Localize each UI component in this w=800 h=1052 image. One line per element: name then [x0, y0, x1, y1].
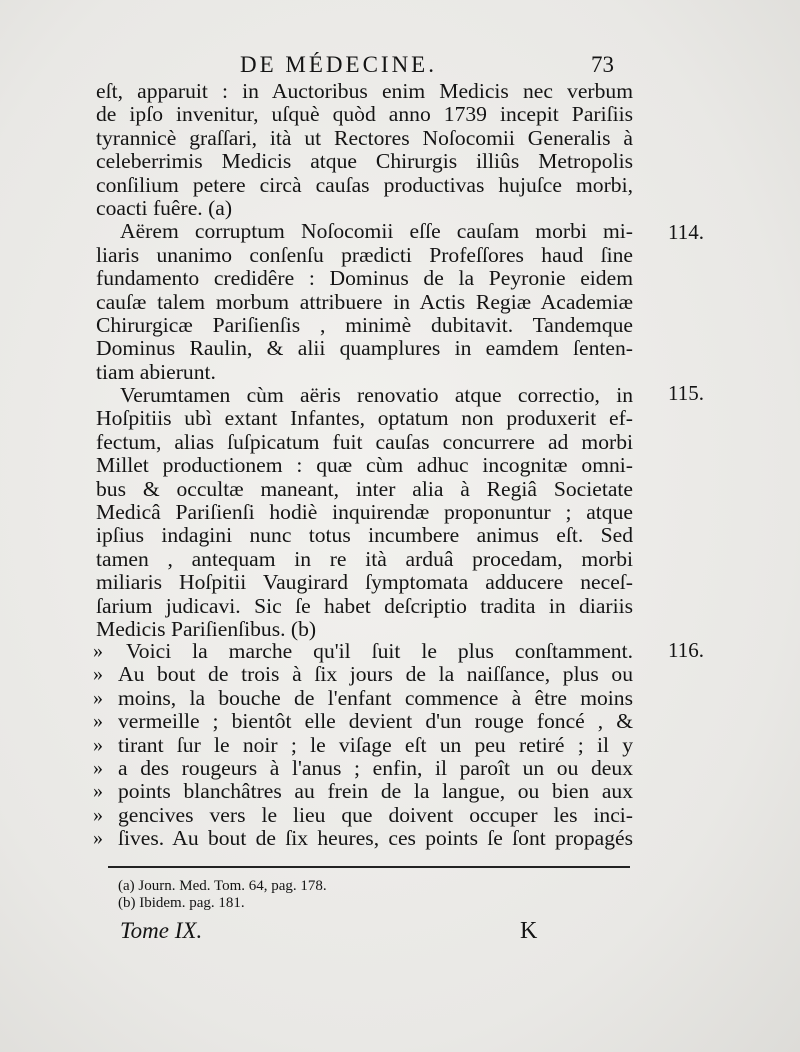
text-line: fundamento credidêre : Dominus de la Peyronie eidem: [96, 266, 633, 291]
text-line: tyrannicè graſſari, ità ut Rectores Noſocomii Generalis à: [96, 125, 633, 150]
text-line: de ipſo invenitur, uſquè quòd anno 1739 incepit Pariſiis: [96, 102, 633, 127]
text-line: Aërem corruptum Noſocomii eſſe cauſam morbi mi-: [120, 219, 633, 244]
text-line: conſilium petere circà cauſas productivas hujuſce morbi,: [96, 172, 633, 197]
text-line: vermeille ; bientôt elle devient d'un rouge foncé , &: [118, 709, 633, 734]
page-number: 73: [591, 52, 614, 77]
text-line: Medicis Pariſienſibus. (b): [96, 616, 317, 641]
main-text: [96, 80, 633, 641]
footnotes: [118, 878, 618, 912]
quotation-mark: »: [93, 780, 103, 803]
footnote-rule: [108, 866, 630, 868]
text-line: ſives. Au bout de ſix heures, ces points ſe ſont propagés: [118, 826, 633, 851]
margin-number: 114.: [668, 220, 704, 244]
text-line: Voici la marche qu'il ſuit le plus conſtamment.: [126, 639, 633, 663]
margin-number: 115.: [668, 381, 704, 405]
text-line: Verumtamen cùm aëris renovatio atque correctio, in: [120, 383, 633, 408]
margin-number: 116.: [668, 638, 704, 662]
text-line: points blanchâtres au frein de la langue, ou bien aux: [118, 779, 633, 804]
text-line: coacti fuêre. (a): [96, 195, 233, 220]
text-line: Hoſpitiis ubì extant Infantes, optatum non produxerit ef-: [96, 406, 633, 431]
text-line: Millet productionem : quæ cùm adhuc incognitæ omni-: [96, 453, 633, 478]
quotation-mark: »: [93, 733, 103, 756]
text-line: tirant ſur le noir ; le viſage eſt un peu retiré ; il y: [118, 732, 633, 757]
quotation-marks-column: [93, 640, 113, 851]
text-line: moins, la bouche de l'enfant commence à être moins: [118, 685, 633, 710]
text-line: Chirurgicæ Pariſienſis , minimè dubitavit. Tandemque: [96, 312, 633, 337]
running-head: DE MÉDECINE.: [240, 52, 437, 77]
text-line: eſt, apparuit : in Auctoribus enim Medicis nec verbum: [96, 79, 633, 103]
quotation-mark: »: [93, 686, 103, 709]
text-line: gencives vers le lieu que doivent occuper les inci-: [118, 802, 633, 827]
paragraph-3: [96, 384, 633, 641]
text-line: a des rougeurs à l'anus ; enfin, il paroît un ou deux: [118, 755, 633, 780]
text-line: cauſæ talem morbum attribuere in Actis Regiæ Academiæ: [96, 289, 633, 314]
footnote-b: (b) Ibidem. pag. 181.: [118, 895, 245, 911]
text-line: Medicâ Pariſienſi hodiè inquirendæ proponuntur ; atque: [96, 500, 633, 525]
gathering-signature: K: [520, 918, 538, 944]
text-line: Au bout de trois à ſix jours de la naiſſance, plus ou: [118, 662, 633, 687]
text-line: ſarium judicavi. Sic ſe habet deſcriptio tradita in diariis: [96, 593, 633, 618]
text-line: celeberrimis Medicis atque Chirurgis illiûs Metropolis: [96, 149, 633, 174]
text-line: tiam abierunt.: [96, 359, 216, 384]
paragraph-1: [96, 80, 633, 220]
page-header: [0, 52, 800, 82]
quotation-mark: »: [93, 640, 103, 662]
text-line: ipſius indagini nunc totus incumbere animus eſt. Sed: [96, 523, 633, 548]
text-line: fectum, alias ſuſpicatum fuit cauſas concurrere ad morbi: [96, 429, 633, 454]
text-line: liaris unanimo conſenſu prædicti Profeſſores haud ſine: [96, 242, 633, 267]
quoted-passage: [118, 640, 633, 851]
text-line: miliaris Hoſpitii Vaugirard ſymptomata adducere neceſ-: [96, 570, 633, 595]
quotation-mark: »: [93, 803, 103, 826]
quotation-mark: »: [93, 827, 103, 850]
quotation-mark: »: [93, 756, 103, 779]
paragraph-2: [96, 220, 633, 384]
quotation-mark: »: [93, 663, 103, 686]
footnote-a: (a) Journ. Med. Tom. 64, pag. 178.: [118, 878, 327, 894]
text-line: Dominus Raulin, & alii quamplures in eamdem ſenten-: [96, 336, 633, 361]
text-line: tamen , antequam in re ità arduâ procedam, morbi: [96, 546, 633, 571]
quotation-mark: »: [93, 710, 103, 733]
text-line: bus & occultæ maneant, inter alia à Regiâ Societate: [96, 476, 633, 501]
volume-signature: Tome IX.: [120, 918, 203, 943]
